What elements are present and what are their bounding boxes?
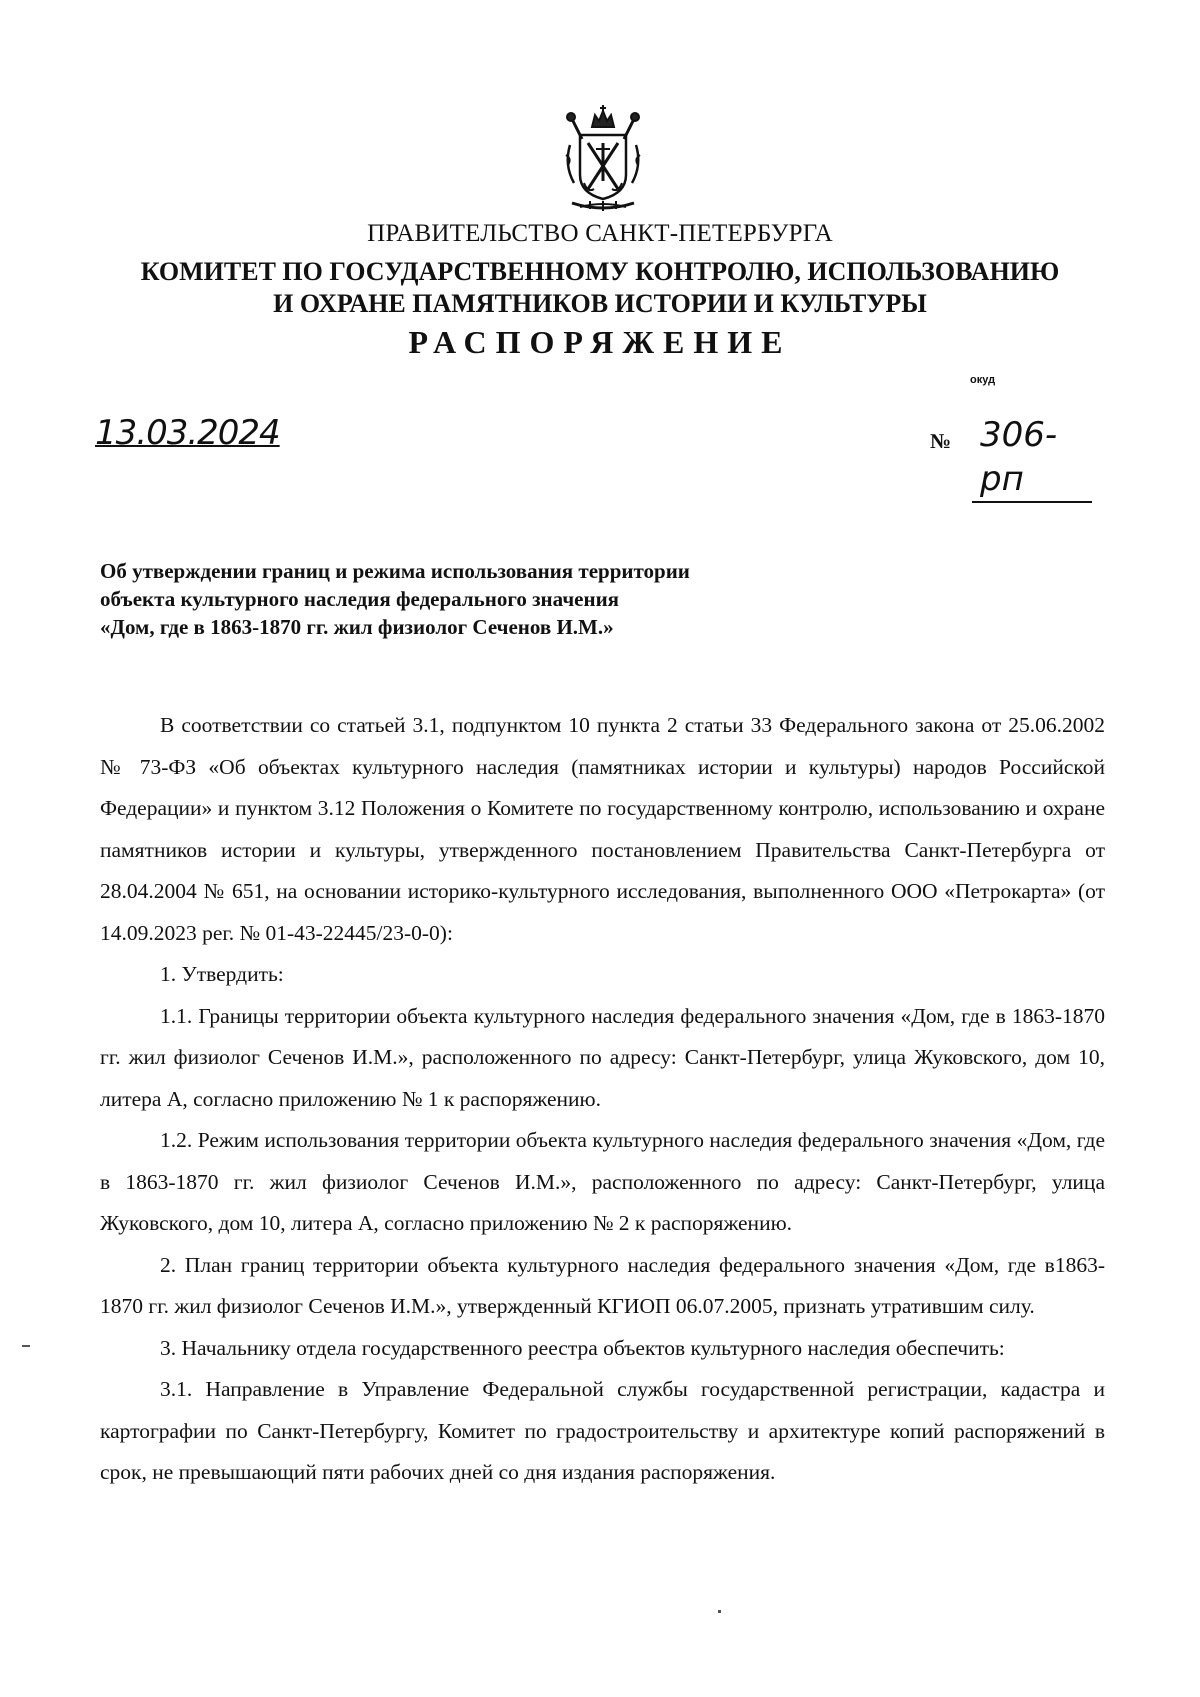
document-number-field bbox=[930, 413, 1100, 499]
committee-name bbox=[0, 256, 1200, 320]
subject-line-3: «Дом, где в 1863-1870 гг. жил физиолог Сеченов И.М.» bbox=[100, 615, 614, 639]
scan-mark bbox=[22, 1345, 30, 1347]
okud-label: окуд bbox=[970, 374, 996, 386]
document-body bbox=[100, 705, 1105, 1494]
item-1-paragraph: 1. Утвердить: bbox=[160, 962, 284, 986]
item-1-1-paragraph: 1.1. Границы территории объекта культурного наследия федерального значения «Дом, где в 1863-1870 гг. жил физиолог Сеченов И.М.», расположенного по адресу: Санкт-Петербург, улица Жуковского, дом 10, литера А, согласно приложению № 1 к распоряжению. bbox=[100, 1003, 1105, 1111]
subject-line-2: объекта культурного наследия федерального значения bbox=[100, 587, 620, 611]
preamble-paragraph: В соответствии со статьей 3.1, подпунктом 10 пункта 2 статьи 33 Федерального закона от 25.06.2002 № 73-ФЗ «Об объектах культурного наследия (памятниках истории и культуры) народов Российской Федерации» и пунктом 3.12 Положения о Комитете по государственному контролю, использованию и охране памятников истории и культуры, утвержденного постановлением Правительства Санкт-Петербурга от 28.04.2004 № 651, на основании историко-культурного исследования, выполненного ООО «Петрокарта» (от 14.09.2023 рег. № 01-43-22445/23-0-0): bbox=[100, 713, 1105, 945]
document-number: 306-рп bbox=[972, 413, 1092, 503]
document-date: 13.03.2024 bbox=[95, 413, 280, 453]
document-type-title: РАСПОРЯЖЕНИЕ bbox=[408, 324, 792, 360]
item-3-1-paragraph: 3.1. Направление в Управление Федеральной службы государственной регистрации, кадастра и картографии по Санкт-Петербургу, Комитет по градостроительству и архитектуре копий распоряжений в срок, не превышающий пяти рабочих дней со дня издания распоряжения. bbox=[100, 1377, 1105, 1484]
scan-mark bbox=[718, 1610, 721, 1613]
saint-petersburg-coat-of-arms-icon bbox=[562, 105, 644, 217]
item-1-2-paragraph: 1.2. Режим использования территории объекта культурного наследия федерального значения «Дом, где в 1863-1870 гг. жил физиолог Сеченов И.М.», расположенного по адресу: Санкт-Петербург, улица Жуковского, дом 10, литера А, согласно приложению № 2 к распоряжению. bbox=[100, 1128, 1105, 1235]
item-2-paragraph: 2. План границ территории объекта культурного наследия федерального значения «Дом, где в1863-1870 гг. жил физиолог Сеченов И.М.», утвержденный КГИОП 06.07.2005, признать утратившим силу. bbox=[100, 1252, 1105, 1318]
committee-name-line-2: И ОХРАНЕ ПАМЯТНИКОВ ИСТОРИИ И КУЛЬТУРЫ bbox=[273, 289, 927, 318]
committee-name-line-1: КОМИТЕТ ПО ГОСУДАРСТВЕННОМУ КОНТРОЛЮ, ИСПОЛЬЗОВАНИЮ bbox=[140, 257, 1060, 286]
subject-line-1: Об утверждении границ и режима использования территории bbox=[100, 559, 690, 583]
document-subject bbox=[100, 557, 860, 641]
government-name: ПРАВИТЕЛЬСТВО САНКТ-ПЕТЕРБУРГА bbox=[367, 220, 833, 247]
number-sign: № bbox=[930, 429, 952, 453]
item-3-paragraph: 3. Начальнику отдела государственного реестра объектов культурного наследия обеспечить: bbox=[160, 1335, 1005, 1360]
